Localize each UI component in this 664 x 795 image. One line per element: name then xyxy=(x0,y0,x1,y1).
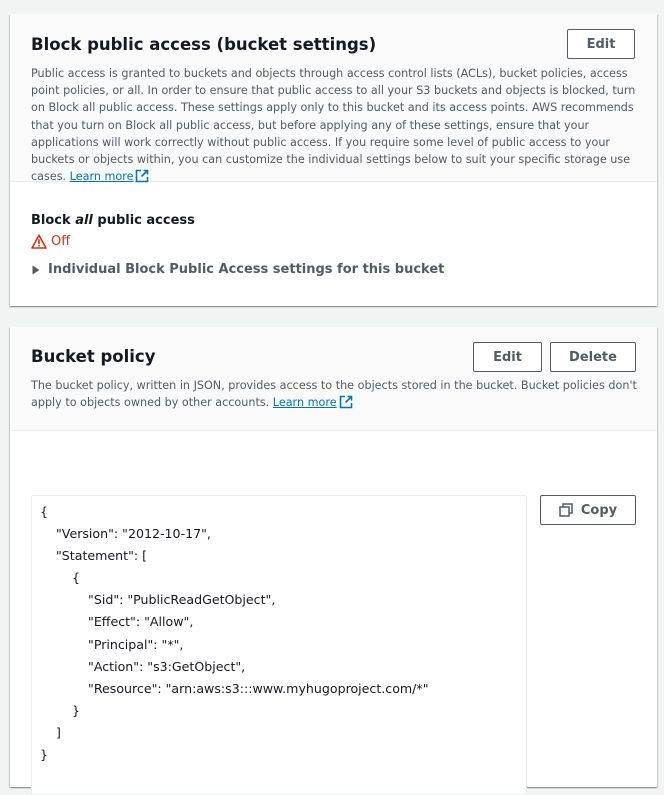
bucket-policy-edit-button[interactable] xyxy=(473,342,542,372)
bucket-policy-header xyxy=(10,327,657,431)
bucket-policy-delete-button[interactable] xyxy=(550,342,636,372)
bucket-policy-panel xyxy=(10,327,657,787)
caret-right-icon xyxy=(32,265,40,275)
status-text: Off xyxy=(51,234,71,249)
bucket-policy-title: Bucket policy xyxy=(31,347,156,366)
expander-label: Individual Block Public Access settings for this bucket xyxy=(48,262,445,277)
block-label-prefix: Block xyxy=(31,213,76,228)
learn-more-link[interactable] xyxy=(273,396,337,409)
learn-more-label: Learn more xyxy=(272,396,337,410)
edit-button-label: Edit xyxy=(493,349,522,365)
bucket-policy-description xyxy=(31,377,641,411)
external-link-icon[interactable] xyxy=(339,395,353,409)
external-link-icon[interactable] xyxy=(135,169,149,183)
block-label-suffix: public access xyxy=(92,213,195,228)
warning-icon xyxy=(31,234,47,249)
edit-button-label: Edit xyxy=(586,36,616,52)
delete-button-label: Delete xyxy=(569,349,617,365)
block-public-access-edit-button[interactable] xyxy=(567,29,635,59)
block-public-access-header xyxy=(10,14,657,182)
policy-code-block xyxy=(31,495,527,795)
block-all-public-access-label xyxy=(31,213,195,228)
block-public-access-title: Block public access (bucket settings) xyxy=(31,35,377,54)
block-public-access-description xyxy=(31,65,641,185)
copy-icon xyxy=(559,503,573,517)
copy-policy-button[interactable] xyxy=(540,495,636,525)
learn-more-label: Learn more xyxy=(69,170,134,184)
copy-button-label: Copy xyxy=(580,502,618,518)
description-text: Public access is granted to buckets and objects through access control lists (ACLs), bucket policies, access point policies, or all. In order to ensure that public access to all your S3 buckets and objects is blocked, turn on Block all public access. These settings apply only to this bucket and its access points. AWS recommends that you turn on Block all public access, but before applying any of these settings, ensure that your applications will work correctly without public access. If you require some level of public access to your buckets or objects within, you can customize the individual settings below to suit your specific storage use cases. xyxy=(31,67,636,184)
block-all-status xyxy=(31,234,70,249)
block-label-emphasis: all xyxy=(75,213,93,228)
description-text: The bucket policy, written in JSON, provides access to the objects stored in the bucket. Bucket policies don't apply to objects owned by other accounts. xyxy=(31,379,637,410)
individual-settings-expander[interactable] xyxy=(32,262,444,277)
learn-more-link[interactable] xyxy=(70,170,134,183)
block-public-access-panel xyxy=(10,14,657,306)
policy-json: { "Version": "2012-10-17", "Statement": [ { "Sid": "PublicReadGetObject", "Effect": "Allow", "Principal": "*", "Action": "s3:GetObject", "Resource": "arn:aws:s3:::www.myhugoproject.com/*" } ] } xyxy=(40,504,429,763)
